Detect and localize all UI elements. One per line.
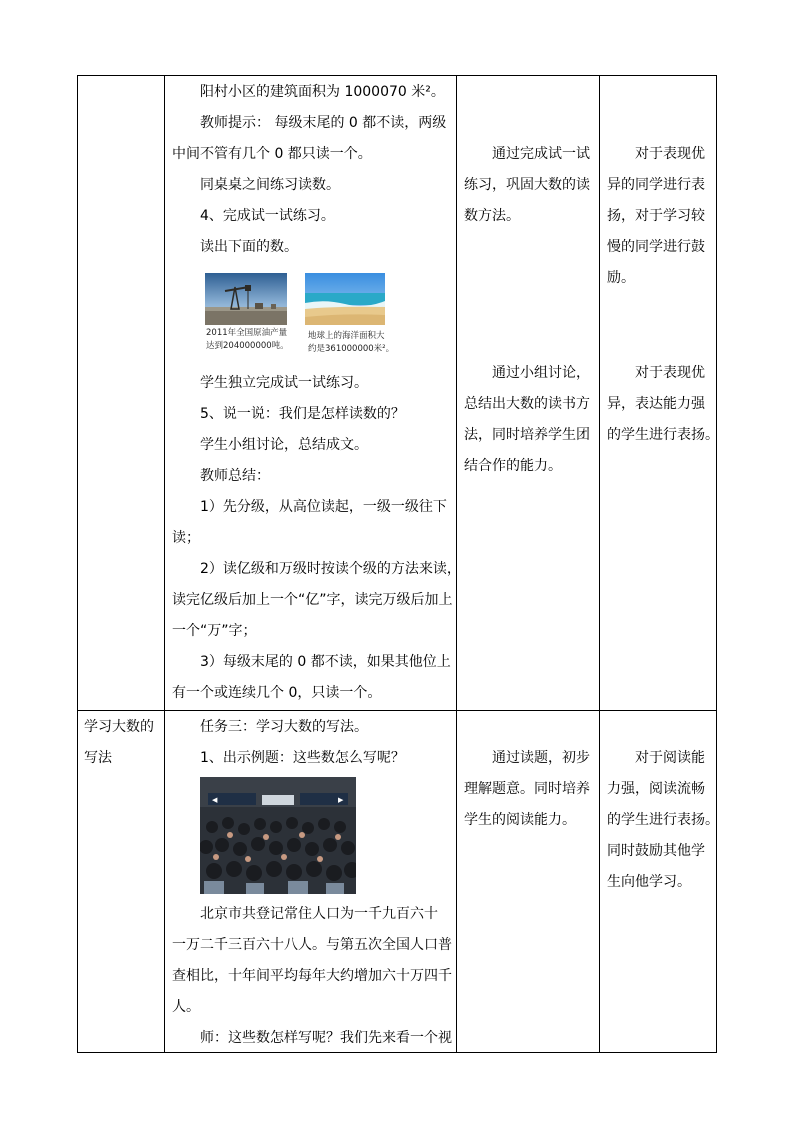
sea-caption-line: 约是361000000米²。 xyxy=(308,344,395,354)
content-line: 一个“万”字； xyxy=(172,623,257,639)
content-line: 1、出示例题：这些数怎么写呢？ xyxy=(200,750,405,766)
phase-line: 学习大数的 xyxy=(84,719,154,735)
content-line: 阳村小区的建筑面积为 1000070 米²。 xyxy=(200,84,445,100)
svg-text:◀: ◀ xyxy=(212,796,218,804)
content-line: 读完亿级后加上一个“亿”字，读完万级后加上 xyxy=(172,592,453,608)
intent-line: 法，同时培养学生团 xyxy=(464,427,590,443)
eval-line: 异，表达能力强 xyxy=(607,396,705,412)
intent-line: 通过小组讨论， xyxy=(492,365,590,381)
eval-line: 生向他学习。 xyxy=(607,874,691,890)
intent-line: 学生的阅读能力。 xyxy=(464,812,576,828)
intent-line: 理解题意。同时培养 xyxy=(464,781,590,797)
content-line: 学生独立完成试一试练习。 xyxy=(200,375,368,391)
intent-line: 结合作的能力。 xyxy=(464,458,562,474)
column-divider xyxy=(599,75,600,1053)
content-line: 2）读亿级和万级时按读个级的方法来读， xyxy=(200,561,461,577)
eval-line: 对于表现优 xyxy=(635,365,705,381)
content-line: 同桌桌之间练习读数。 xyxy=(200,177,340,193)
content-line: 5、说一说：我们是怎样读数的？ xyxy=(200,406,405,422)
eval-line: 对于阅读能 xyxy=(635,750,705,766)
content-line: 有一个或连续几个 0，只读一个。 xyxy=(172,685,382,701)
column-divider xyxy=(164,75,165,1053)
oil-caption-line: 2011年全国原油产量 xyxy=(206,328,288,338)
intent-line: 总结出大数的读书方 xyxy=(464,396,590,412)
oil-field-photo xyxy=(205,273,287,325)
content-line: 读； xyxy=(172,530,200,546)
eval-line: 励。 xyxy=(607,270,635,286)
content-line: 4、完成试一试练习。 xyxy=(200,208,335,224)
eval-line: 的学生进行表扬。 xyxy=(607,427,719,443)
svg-text:▶: ▶ xyxy=(338,796,344,804)
intent-line: 通过读题，初步 xyxy=(492,750,590,766)
crowd-photo xyxy=(200,777,356,894)
content-line: 查相比，十年间平均每年大约增加六十万四千 xyxy=(172,968,452,984)
content-line: 教师总结： xyxy=(200,468,270,484)
content-line: 教师提示： 每级末尾的 0 都不读，两级 xyxy=(200,115,447,131)
eval-line: 力强，阅读流畅 xyxy=(607,781,705,797)
eval-line: 同时鼓励其他学 xyxy=(607,843,705,859)
eval-line: 慢的同学进行鼓 xyxy=(607,239,705,255)
eval-line: 扬，对于学习较 xyxy=(607,208,705,224)
sea-caption-line: 地球上的海洋面积大 xyxy=(308,331,385,341)
content-line: 3）每级末尾的 0 都不读，如果其他位上 xyxy=(200,654,451,670)
eval-line: 对于表现优 xyxy=(635,146,705,162)
content-line: 北京市共登记常住人口为一千九百六十 xyxy=(200,906,438,922)
content-line: 任务三：学习大数的写法。 xyxy=(200,719,368,735)
content-line: 人。 xyxy=(172,999,200,1015)
phase-line: 写法 xyxy=(84,750,112,766)
content-line: 中间不管有几个 0 都只读一个。 xyxy=(172,146,372,162)
content-line: 师：这些数怎样写呢？我们先来看一个视 xyxy=(200,1030,452,1046)
eval-line: 异的同学进行表 xyxy=(607,177,705,193)
ocean-beach-photo xyxy=(305,273,385,325)
content-line: 学生小组讨论，总结成文。 xyxy=(200,437,368,453)
intent-line: 数方法。 xyxy=(464,208,520,224)
intent-line: 练习，巩固大数的读 xyxy=(464,177,590,193)
eval-line: 的学生进行表扬。 xyxy=(607,812,719,828)
content-line: 一万二千三百六十八人。与第五次全国人口普 xyxy=(172,937,452,953)
oil-caption-line: 达到204000000吨。 xyxy=(206,341,289,351)
content-line: 读出下面的数。 xyxy=(200,239,298,255)
row-divider xyxy=(77,710,717,711)
content-line: 1）先分级，从高位读起，一级一级往下 xyxy=(200,499,447,515)
intent-line: 通过完成试一试 xyxy=(492,146,590,162)
